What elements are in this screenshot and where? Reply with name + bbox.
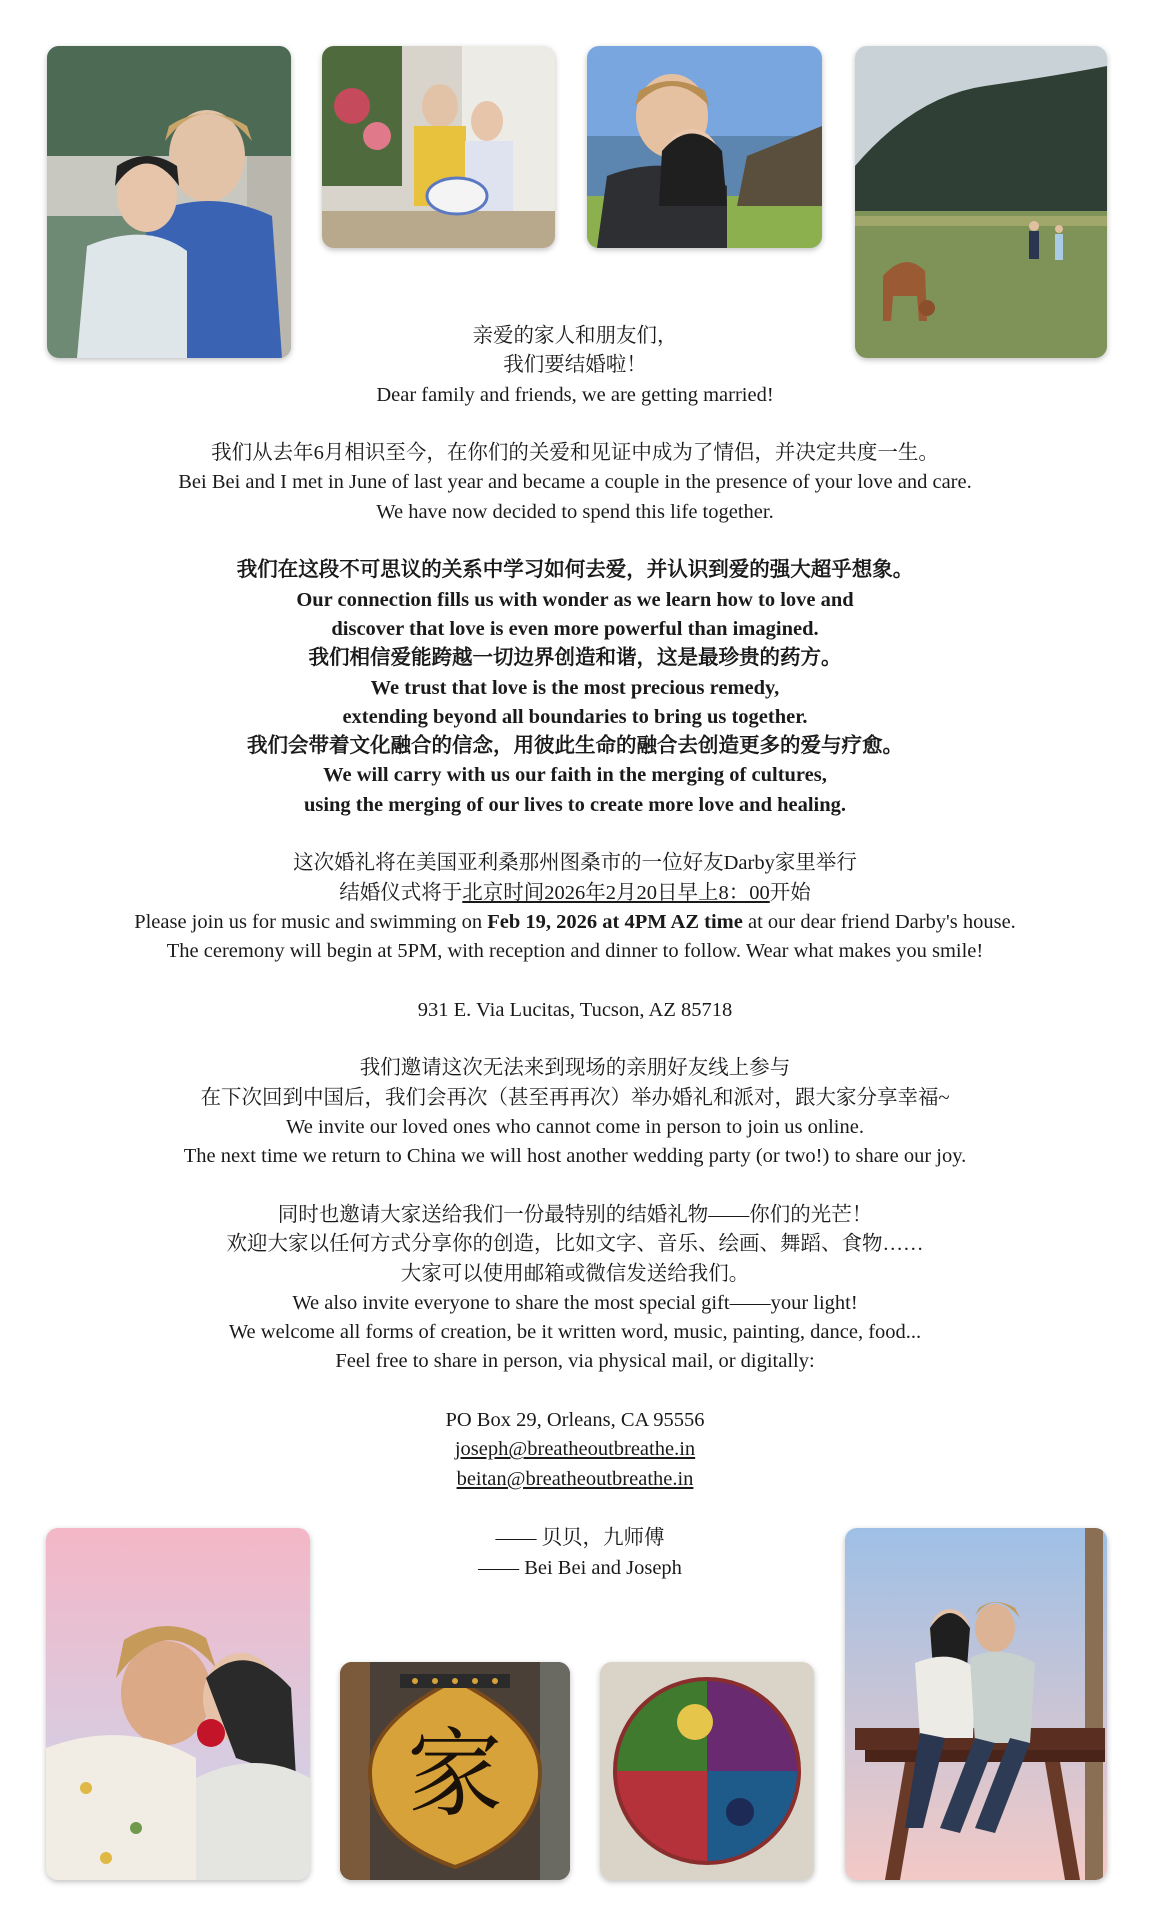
email-link-joseph[interactable]: joseph@breatheoutbreathe.in (454, 1438, 696, 1461)
photo-coast-selfie (587, 46, 822, 248)
event-date-time: Feb 19, 2026 at 4PM AZ time (487, 910, 743, 933)
love-en-3b: using the merging of our lives to create more love and healing. (303, 793, 847, 816)
love-en-3a: We will carry with us our faith in the merging of cultures, (323, 764, 827, 787)
story-zh: 我们从去年6月相识至今，在你们的关爱和见证中成为了情侣，并决定共度一生。 (211, 442, 939, 465)
love-zh-1: 我们在这段不可思议的关系中学习如何去爱，并认识到爱的强大超乎想象。 (236, 559, 914, 582)
love-zh-2: 我们相信爱能跨越一切边界创造和谐，这是最珍贵的药方。 (308, 647, 842, 670)
gift-zh-1: 同时也邀请大家送给我们一份最特别的结婚礼物——你们的光芒！ (277, 1203, 873, 1226)
online-en-2: The next time we return to China we will host another wedding party (or two!) to share our joy. (183, 1145, 967, 1168)
photo-cooking-together (322, 46, 555, 248)
signature-zh: —— 贝贝，九师傅 (495, 1527, 665, 1549)
story-en-2: We have now decided to spend this life together. (376, 500, 774, 523)
photo-embroidered-art (600, 1662, 814, 1880)
event-zh-2 (40, 879, 1110, 908)
gift-zh-2: 欢迎大家以任何方式分享你的创造，比如文字、音乐、绘画、舞蹈、食物…… (226, 1233, 924, 1256)
love-en-1a: Our connection fills us with wonder as we learn how to love and (296, 588, 854, 611)
photo-home-sign (340, 1662, 570, 1880)
event-en-1-prefix: Please join us for music and swimming on (134, 910, 488, 933)
event-en-2: The ceremony will begin at 5PM, with reception and dinner to follow. Wear what makes you smile! (166, 940, 984, 963)
email-link-beitan[interactable]: beitan@breatheoutbreathe.in (456, 1467, 694, 1490)
event-zh-1: 这次婚礼将在美国亚利桑那州图桑市的一位好友Darby家里举行 (293, 852, 857, 875)
online-zh-2: 在下次回到中国后，我们会再次（甚至再再次）举办婚礼和派对，跟大家分享幸福~ (200, 1086, 950, 1109)
event-zh-2-beijing-time: 北京时间2026年2月20日早上8：00 (462, 881, 770, 904)
event-zh-2-prefix: 结婚仪式将于 (339, 881, 463, 904)
event-en-1-suffix: at our dear friend Darby's house. (742, 910, 1016, 933)
event-zh-2-suffix: 开始 (769, 881, 811, 904)
event-en-1 (40, 908, 1110, 937)
photo-kiss-with-rose (46, 1528, 310, 1880)
invitation-body (40, 322, 1110, 1494)
signature (280, 1523, 880, 1583)
signature-en: —— Bei Bei and Joseph (478, 1557, 682, 1579)
gift-en-1: We also invite everyone to share the most special gift——your light! (292, 1291, 858, 1314)
love-en-2b: extending beyond all boundaries to bring us together. (342, 705, 808, 728)
gift-zh-3: 大家可以使用邮箱或微信发送给我们。 (400, 1262, 750, 1285)
love-en-2a: We trust that love is the most precious remedy, (370, 676, 780, 699)
online-zh-1: 我们邀请这次无法来到现场的亲朋好友线上参与 (359, 1057, 791, 1080)
photo-mountain-horse (855, 46, 1107, 358)
gift-en-2: We welcome all forms of creation, be it written word, music, painting, dance, food... (228, 1321, 922, 1344)
sign-character: 家 (407, 1718, 503, 1830)
event-address: 931 E. Via Lucitas, Tucson, AZ 85718 (417, 998, 733, 1021)
greeting-en: Dear family and friends, we are getting married! (376, 383, 774, 406)
greeting-zh-2: 我们要结婚啦！ (503, 354, 647, 377)
photo-couple-portrait (47, 46, 291, 358)
love-zh-3: 我们会带着文化融合的信念，用彼此生命的融合去创造更多的爱与疗愈。 (247, 735, 903, 758)
love-en-1b: discover that love is even more powerful than imagined. (331, 617, 819, 640)
photo-couple-on-platform (845, 1528, 1107, 1880)
gift-en-3: Feel free to share in person, via physical mail, or digitally: (335, 1350, 815, 1373)
contact-po-box: PO Box 29, Orleans, CA 95556 (445, 1408, 705, 1431)
online-en-1: We invite our loved ones who cannot come in person to join us online. (286, 1116, 864, 1139)
story-en-1: Bei Bei and I met in June of last year and became a couple in the presence of your love and care. (178, 471, 972, 494)
greeting-zh-1: 亲爱的家人和朋友们， (472, 325, 678, 347)
